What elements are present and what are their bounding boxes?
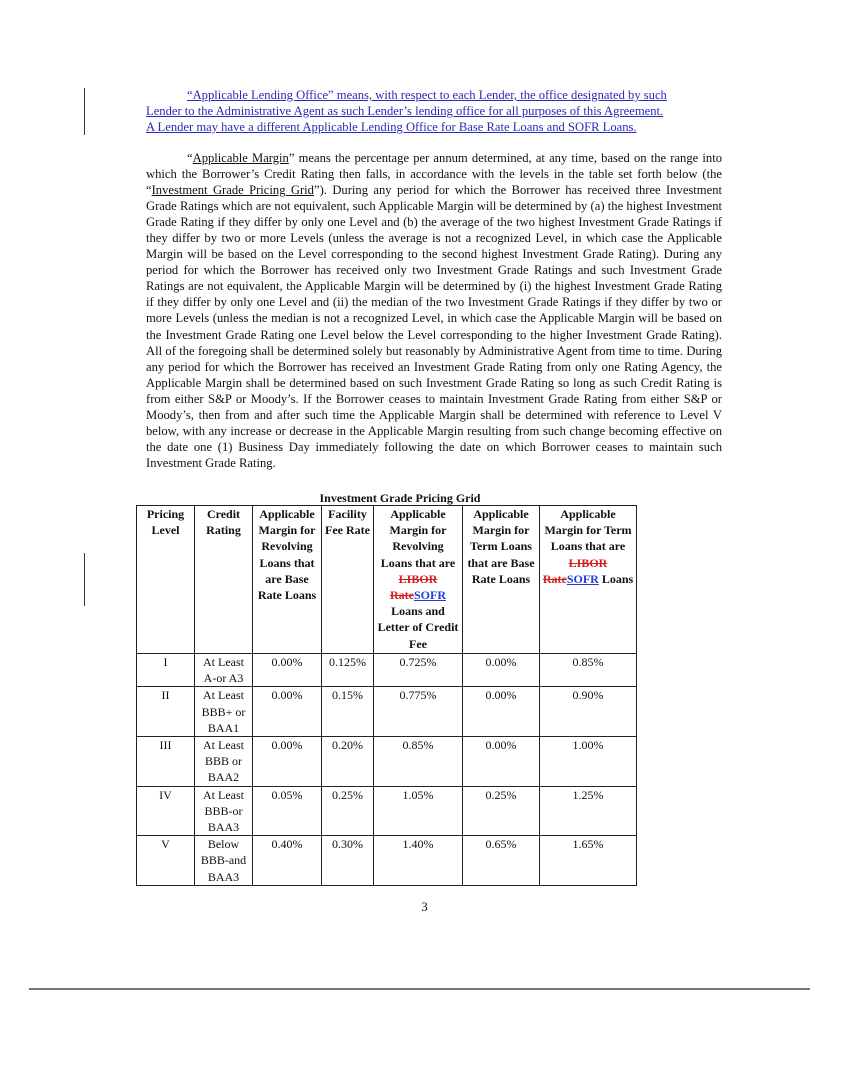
header-revolving-sofr xyxy=(374,506,463,654)
header-term-base-rate: Applicable Margin for Term Loans that are Base Rate Loans xyxy=(463,506,540,654)
cell-term-sofr: 0.85% xyxy=(540,654,637,687)
pricing-grid-table xyxy=(136,505,637,886)
cell-revolving-base: 0.00% xyxy=(253,654,322,687)
cell-level: II xyxy=(137,687,195,737)
cell-rating: At Least BBB-or BAA3 xyxy=(195,786,253,836)
cell-facility-fee: 0.30% xyxy=(322,836,374,886)
header-term-sofr xyxy=(540,506,637,654)
inserted-text: SOFR xyxy=(413,588,446,603)
table-row xyxy=(137,654,637,687)
cell-term-sofr: 1.65% xyxy=(540,836,637,886)
definition-line: A Lender may have a different Applicable Lending Office for Base Rate Loans and SOFR Loans. xyxy=(146,120,637,134)
cell-rating: Below BBB-and BAA3 xyxy=(195,836,253,886)
cell-term-base: 0.00% xyxy=(463,737,540,787)
cell-revolving-sofr: 1.05% xyxy=(374,786,463,836)
change-bar xyxy=(84,553,85,606)
cell-term-base: 0.00% xyxy=(463,654,540,687)
cell-term-base: 0.25% xyxy=(463,786,540,836)
table-row xyxy=(137,737,637,787)
cell-revolving-sofr: 0.775% xyxy=(374,687,463,737)
cell-facility-fee: 0.15% xyxy=(322,687,374,737)
definition-line: “Applicable Lending Office” means, with respect to each Lender, the office designated by such xyxy=(187,88,667,102)
cell-revolving-sofr: 0.725% xyxy=(374,654,463,687)
cell-facility-fee: 0.25% xyxy=(322,786,374,836)
table-row xyxy=(137,687,637,737)
table-header-row xyxy=(137,506,637,654)
cell-facility-fee: 0.125% xyxy=(322,654,374,687)
cell-revolving-base: 0.40% xyxy=(253,836,322,886)
defined-term: Investment Grade Pricing Grid xyxy=(151,183,314,198)
cell-revolving-sofr: 0.85% xyxy=(374,737,463,787)
definition-line: Lender to the Administrative Agent as such Lender’s lending office for all purposes of this Agreement. xyxy=(146,104,664,118)
header-text: Applicable Margin for Term Loans that are xyxy=(544,507,632,554)
header-text: Applicable Margin for Revolving Loans that are xyxy=(380,507,456,570)
deleted-text: LIBOR Rate xyxy=(542,555,608,586)
cell-level: V xyxy=(137,836,195,886)
table-row xyxy=(137,836,637,886)
definition-text: ” means the percentage per annum determined, at any time, based on the range into which the Borrower’s Credit Rating then falls, in accordance with the levels in the table set forth below (the “ xyxy=(146,151,722,198)
definition-text: ”). During any period for which the Borrower has received three Investment Grade Ratings which are not equivalent, such Applicable Margin will be determined by (a) the highest Investment Grade Rating if they differ by only one Level and (b) the average of the two highest Investment Grade Ratings if they differ by two or more Levels (unless the average is not a recognized Level, in which case the Applicable Margin will be based on the Level corresponding to the second highest Investment Grade Rating). During any period for which the Borrower has received only two Investment Grade Ratings and such Investment Grade Ratings are not equivalent, the Applicable Margin will be determined by (i) the highest Investment Grade Rating if they differ by only one Level and (ii) the median of the two Investment Grade Ratings if they differ by two or more Levels (unless the median is not a recognized Level, in which case the Applicable Margin will be based on the Investment Grade Rating one Level below the Level corresponding to the higher Investment Grade Rating). All of the foregoing shall be determined solely but reasonably by Administrative Agent from time to time. During any period for which the Borrower has received an Investment Grade Rating from only one Rating Agency, the Applicable Margin shall be determined based on such Investment Grade Rating so long as such Credit Rating is from either S&P or Moody’s. If the Borrower ceases to maintain Investment Grade Rating from either S&P or Moody’s, then from and after such time the Applicable Margin shall be determined with reference to Level V below, with any increase or decrease in the Applicable Margin resulting from such change becoming effective on the date one (1) Business Day immediately following the date on which Borrower ceases to maintain such Investment Grade Rating. xyxy=(146,183,722,470)
cell-facility-fee: 0.20% xyxy=(322,737,374,787)
page-number: 3 xyxy=(421,900,428,914)
cell-revolving-base: 0.05% xyxy=(253,786,322,836)
cell-level: III xyxy=(137,737,195,787)
cell-term-sofr: 1.25% xyxy=(540,786,637,836)
cell-rating: At Least BBB+ or BAA1 xyxy=(195,687,253,737)
cell-term-sofr: 0.90% xyxy=(540,687,637,737)
header-text: Loans xyxy=(601,571,634,586)
table-row xyxy=(137,786,637,836)
footer-divider xyxy=(29,988,810,990)
cell-term-sofr: 1.00% xyxy=(540,737,637,787)
header-revolving-base-rate: Applicable Margin for Revolving Loans that are Base Rate Loans xyxy=(253,506,322,654)
applicable-margin-definition xyxy=(146,150,722,471)
cell-revolving-base: 0.00% xyxy=(253,687,322,737)
header-pricing-level: Pricing Level xyxy=(137,506,195,654)
defined-term: Applicable Margin xyxy=(192,151,289,165)
header-text: Loans and Letter of Credit Fee xyxy=(377,604,459,651)
cell-level: IV xyxy=(137,786,195,836)
cell-revolving-base: 0.00% xyxy=(253,737,322,787)
cell-rating: At Least A-or A3 xyxy=(195,654,253,687)
cell-term-base: 0.00% xyxy=(463,687,540,737)
cell-term-base: 0.65% xyxy=(463,836,540,886)
open-quote: “ xyxy=(187,151,193,165)
cell-level: I xyxy=(137,654,195,687)
cell-revolving-sofr: 1.40% xyxy=(374,836,463,886)
header-credit-rating: Credit Rating xyxy=(195,506,253,654)
cell-rating: At Least BBB or BAA2 xyxy=(195,737,253,787)
change-bar xyxy=(84,88,85,135)
inserted-text: SOFR xyxy=(566,571,599,586)
deleted-text: LIBOR Rate xyxy=(389,571,438,603)
applicable-lending-office-definition xyxy=(146,87,722,135)
header-facility-fee: Facility Fee Rate xyxy=(322,506,374,654)
table-title: Investment Grade Pricing Grid xyxy=(319,491,481,505)
